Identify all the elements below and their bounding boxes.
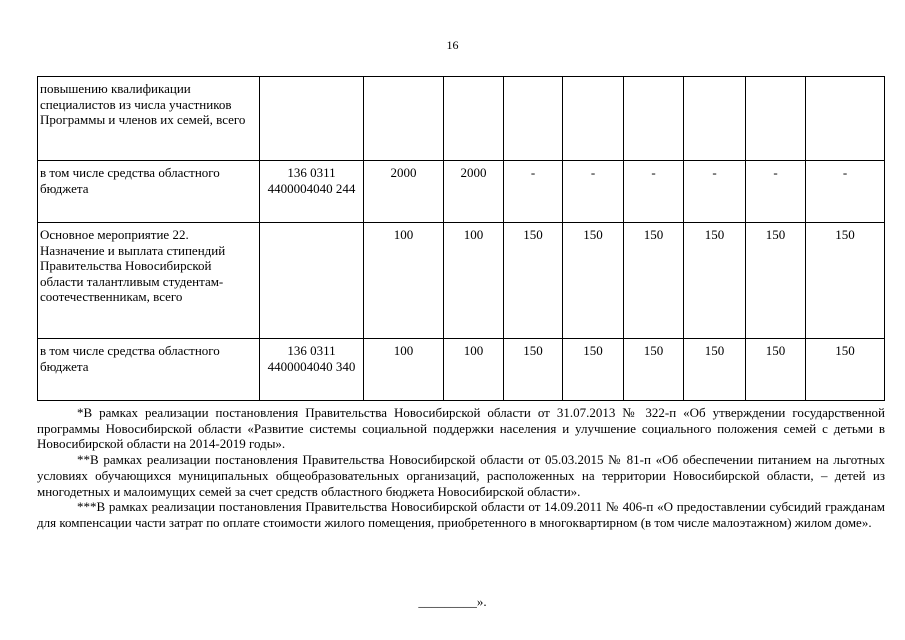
value-cell: -: [504, 161, 563, 223]
row-name-cell: в том числе средства областного бюджета: [38, 339, 260, 401]
value-cell: 2000: [444, 161, 504, 223]
value-cell: [624, 77, 684, 161]
value-cell: [563, 77, 624, 161]
budget-code-cell: [260, 77, 364, 161]
footnotes: [37, 405, 885, 531]
value-cell: -: [563, 161, 624, 223]
value-cell: -: [624, 161, 684, 223]
value-cell: -: [806, 161, 885, 223]
value-cell: 2000: [364, 161, 444, 223]
value-cell: [684, 77, 746, 161]
value-cell: [364, 77, 444, 161]
page-number: 16: [446, 38, 459, 52]
value-cell: -: [746, 161, 806, 223]
value-cell: 150: [746, 223, 806, 339]
budget-code-cell: [260, 223, 364, 339]
footnote-2: **В рамках реализации постановления Правительства Новосибирской области от 05.03.2015 № 81-п «Об обеспечении питанием на льготных условиях обучающихся муниципальных общеобразовательных организаций, расположенных на территории Новосибирской области, – детей из многодетных и малоимущих семей за счет средств областного бюджета Новосибирской области».: [37, 452, 885, 499]
table-row: [38, 339, 885, 401]
value-cell: 150: [563, 223, 624, 339]
value-cell: [504, 77, 563, 161]
value-cell: 150: [563, 339, 624, 401]
footnote-3: ***В рамках реализации постановления Правительства Новосибирской области от 14.09.2011 № 406-п «О предоставлении субсидий гражданам для компенсации части затрат по оплате стоимости жилого помещения, приобретенного в многоквартирном (в том числе малоэтажном) жилом доме».: [37, 499, 885, 530]
value-cell: 150: [684, 223, 746, 339]
table-row: [38, 77, 885, 161]
value-cell: -: [684, 161, 746, 223]
table-body: [38, 77, 885, 401]
row-name-cell: Основное мероприятие 22. Назначение и выплата стипендий Правительства Новосибирской области талантливым студентам-соотечественникам, всего: [38, 223, 260, 339]
value-cell: [746, 77, 806, 161]
value-cell: 150: [684, 339, 746, 401]
table-row: [38, 223, 885, 339]
value-cell: 100: [364, 223, 444, 339]
table-row: [38, 161, 885, 223]
value-cell: [444, 77, 504, 161]
value-cell: 100: [364, 339, 444, 401]
value-cell: 150: [806, 339, 885, 401]
value-cell: [806, 77, 885, 161]
row-name-cell: повышению квалификации специалистов из числа участников Программы и членов их семей, всего: [38, 77, 260, 161]
value-cell: 150: [746, 339, 806, 401]
value-cell: 150: [624, 339, 684, 401]
value-cell: 100: [444, 339, 504, 401]
value-cell: 150: [504, 223, 563, 339]
value-cell: 150: [624, 223, 684, 339]
value-cell: 150: [806, 223, 885, 339]
closing-mark: _________».: [418, 594, 487, 609]
budget-code-cell: 136 0311 4400004040 244: [260, 161, 364, 223]
value-cell: 150: [504, 339, 563, 401]
budget-table: [37, 76, 885, 401]
value-cell: 100: [444, 223, 504, 339]
budget-code-cell: 136 0311 4400004040 340: [260, 339, 364, 401]
footnote-1: *В рамках реализации постановления Правительства Новосибирской области от 31.07.2013 № 322-п «Об утверждении государственной программы Новосибирской области «Развитие системы социальной поддержки населения и улучшение социального положения семей с детьми в Новосибирской области на 2014-2019 годы».: [37, 405, 885, 452]
row-name-cell: в том числе средства областного бюджета: [38, 161, 260, 223]
